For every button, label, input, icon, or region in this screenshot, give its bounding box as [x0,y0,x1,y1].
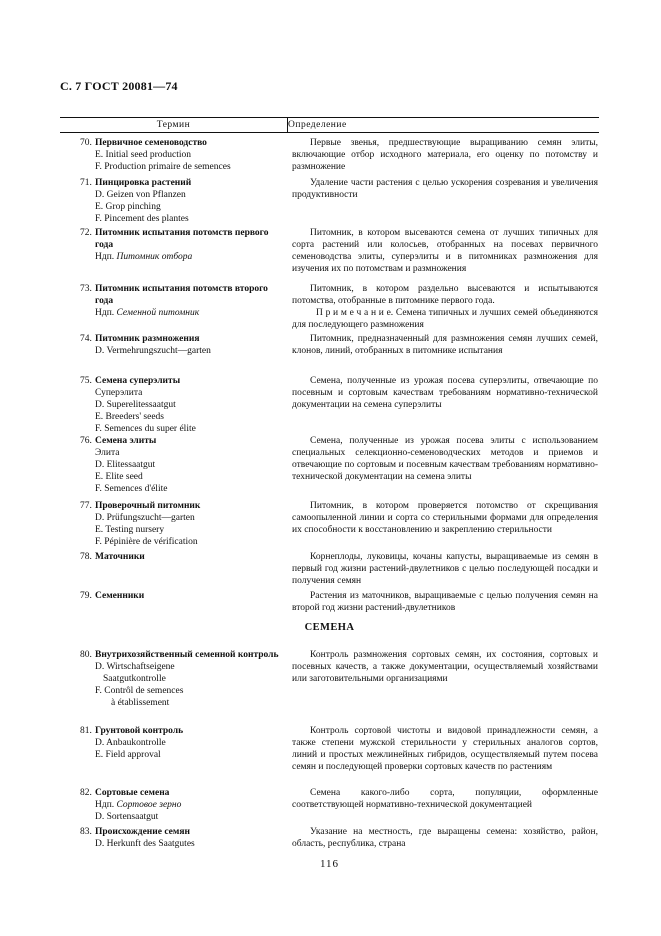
term-translation: E. Breeders' seeds [95,412,164,422]
definition-note: П р и м е ч а н и е. Семена типичных и лучших семей объединяются для последующего размножения [292,308,598,330]
entry-number: 78. [80,552,92,562]
term-translation: D. Elitessaatgut [95,460,156,470]
term-translation: D. Vermehrungszucht—garten [95,346,211,356]
term-translation: D. Prüfungszucht—garten [95,513,195,523]
term-78 [80,551,280,563]
entry-number: 77. [80,501,92,511]
entry-number: 81. [80,726,92,736]
definition-74: Питомник, предназначенный для размножения семян лучших семей, клонов, линий, отобранных в питомнике испытания [292,334,598,356]
term-deprecated: Ндп. Сортовое зерно [95,800,182,810]
term-79 [80,590,280,602]
term-translation: E. Elite seed [95,472,143,482]
term-title: Сортовые семена [95,788,170,798]
term-72 [80,227,280,263]
term-title: Семена суперэлиты [95,376,181,386]
entry-number: 74. [80,334,92,344]
term-71 [80,177,280,225]
term-deprecated: Ндп. Семенной питомник [95,308,200,318]
term-translation: D. Geizen von Pflanzen [95,190,186,200]
entry-number: 82. [80,788,92,798]
definition-75: Семена, полученные из урожая посева суперэлиты, отвечающие по посевным и сортовым качествам требованиям нормативно-технической документации на семена суперэлиты [292,376,598,410]
entry-number: 83. [80,827,92,837]
term-translation: D. Sortensaatgut [95,812,159,822]
column-header-definition: Определение [288,120,347,130]
definition-79: Растения из маточников, выращиваемые с целью получения семян на второй год жизни растений-двулетников [292,591,598,613]
entry-number: 70. [80,138,92,148]
term-translation: D. Wirtschaftseigene [95,662,175,672]
term-title: Маточники [95,552,145,562]
term-73 [80,283,280,319]
definition-77: Питомник, в котором проверяется потомство от скрещивания самоопыленной линии и сорта со стерильными формами для определения их способности к восстановлению и закреплению стерильности [292,501,598,535]
definition-76: Семена, полученные из урожая посева элиты с использованием специальных селекционно-семеноводческих методов и приемов и отвечающие по сортовым и посевным качествам требованиям нормативно-технической документации на семена элиты [292,436,598,482]
term-translation: D. Superelitessaatgut [95,400,176,410]
term-80 [80,649,280,709]
term-translation: E. Grop pinching [95,202,161,212]
term-translation: E. Field approval [95,750,161,760]
definition-83: Указание на местность, где выращены семена: хозяйство, район, область, республика, страна [292,827,598,849]
entry-number: 73. [80,284,92,294]
term-translation: à établissement [111,698,170,708]
definition-78: Корнеплоды, луковицы, кочаны капусты, выращиваемые из семян в первый год жизни растений-двулетников с целью последующей посадки и получения семян [292,552,598,586]
entry-number: 80. [80,650,92,660]
definition-71: Удаление части растения с целью ускорения созревания и увеличения продуктивности [292,178,598,200]
term-title: Семена элиты [95,436,157,446]
term-title: Питомник испытания потомств первого года [95,228,269,250]
term-77 [80,500,280,548]
definition-81: Контроль сортовой чистоты и видовой принадлежности семян, а также степени мужской стерильности у стерильных аналогов сортов, линий и простых межлинейных гибридов, осуществляемый путем посева семян и последующей проверки сортовых качеств по растениям [292,726,598,772]
term-82 [80,787,280,823]
term-83 [80,826,280,850]
term-translation: F. Semences du super élite [95,424,196,434]
term-translation: F. Contrôl de semences [95,686,184,696]
term-title: Питомник испытания потомств второго года [95,284,268,306]
term-translation: D. Herkunft des Saatgutes [95,839,195,849]
definition-82: Семена какого-либо сорта, популяции, оформленные соответствующей нормативно-технической документацией [292,788,598,810]
term-synonym: Элита [95,448,120,458]
term-title: Пинцировка растений [95,178,192,188]
term-title: Грунтовой контроль [95,726,184,736]
term-translation: D. Anbaukontrolle [95,738,166,748]
term-74 [80,333,280,357]
term-title: Первичное семеноводство [95,138,207,148]
term-title: Внутрихозяйственный семенной контроль [95,650,279,660]
term-translation: E. Testing nursery [95,525,165,535]
term-translation: F. Production primaire de semences [95,162,231,172]
term-synonym: Суперэлита [95,388,143,398]
term-70 [80,137,280,173]
entry-number: 75. [80,376,92,386]
entry-number: 79. [80,591,92,601]
term-76 [80,435,280,495]
term-translation: Saatgutkontrolle [103,674,166,684]
term-title: Проверочный питомник [95,501,201,511]
column-header-term: Термин [156,120,191,130]
definition-70: Первые звенья, предшествующие выращиванию семян элиты, включающие отбор исходного материала, его оценку по потомству и размножение [292,138,598,172]
term-81 [80,725,280,761]
term-translation: F. Pépinière de vérification [95,537,198,547]
table-header-rule [60,132,599,133]
term-title: Питомник размножения [95,334,200,344]
term-translation: F. Semences d'élite [95,484,168,494]
term-deprecated: Ндп. Питомник отбора [95,252,193,262]
term-translation: E. Initial seed production [95,150,192,160]
term-75 [80,375,280,435]
table-top-rule [60,117,599,118]
page-header: С. 7 ГОСТ 20081—74 [60,79,178,93]
entry-number: 76. [80,436,92,446]
term-title: Семенники [95,591,145,601]
term-translation: F. Pincement des plantes [95,214,189,224]
section-title: СЕМЕНА [304,622,355,633]
entry-number: 71. [80,178,92,188]
term-title: Происхождение семян [95,827,190,837]
entry-number: 72. [80,228,92,238]
definition-80: Контроль размножения сортовых семян, их состояния, сортовых и посевных качеств, а также документации, осуществляемый хозяйствами или заготовительными организациями [292,650,598,684]
definition-73: Питомник, в котором раздельно высеваются и испытываются потомства, отобранные в питомнике первого года. П р и м е ч а н и е. Семена типичных и лучших семей объединяются для последующего размножения [292,284,598,330]
page-number: 116 [319,858,340,870]
definition-72: Питомник, в котором высеваются семена от лучших типичных для сорта растений или колосьев, отобранных на посевах первичного семеноводства элиты, суперэлиты и в питомниках размножения для изучения их по потомствам и размножения [292,228,598,274]
